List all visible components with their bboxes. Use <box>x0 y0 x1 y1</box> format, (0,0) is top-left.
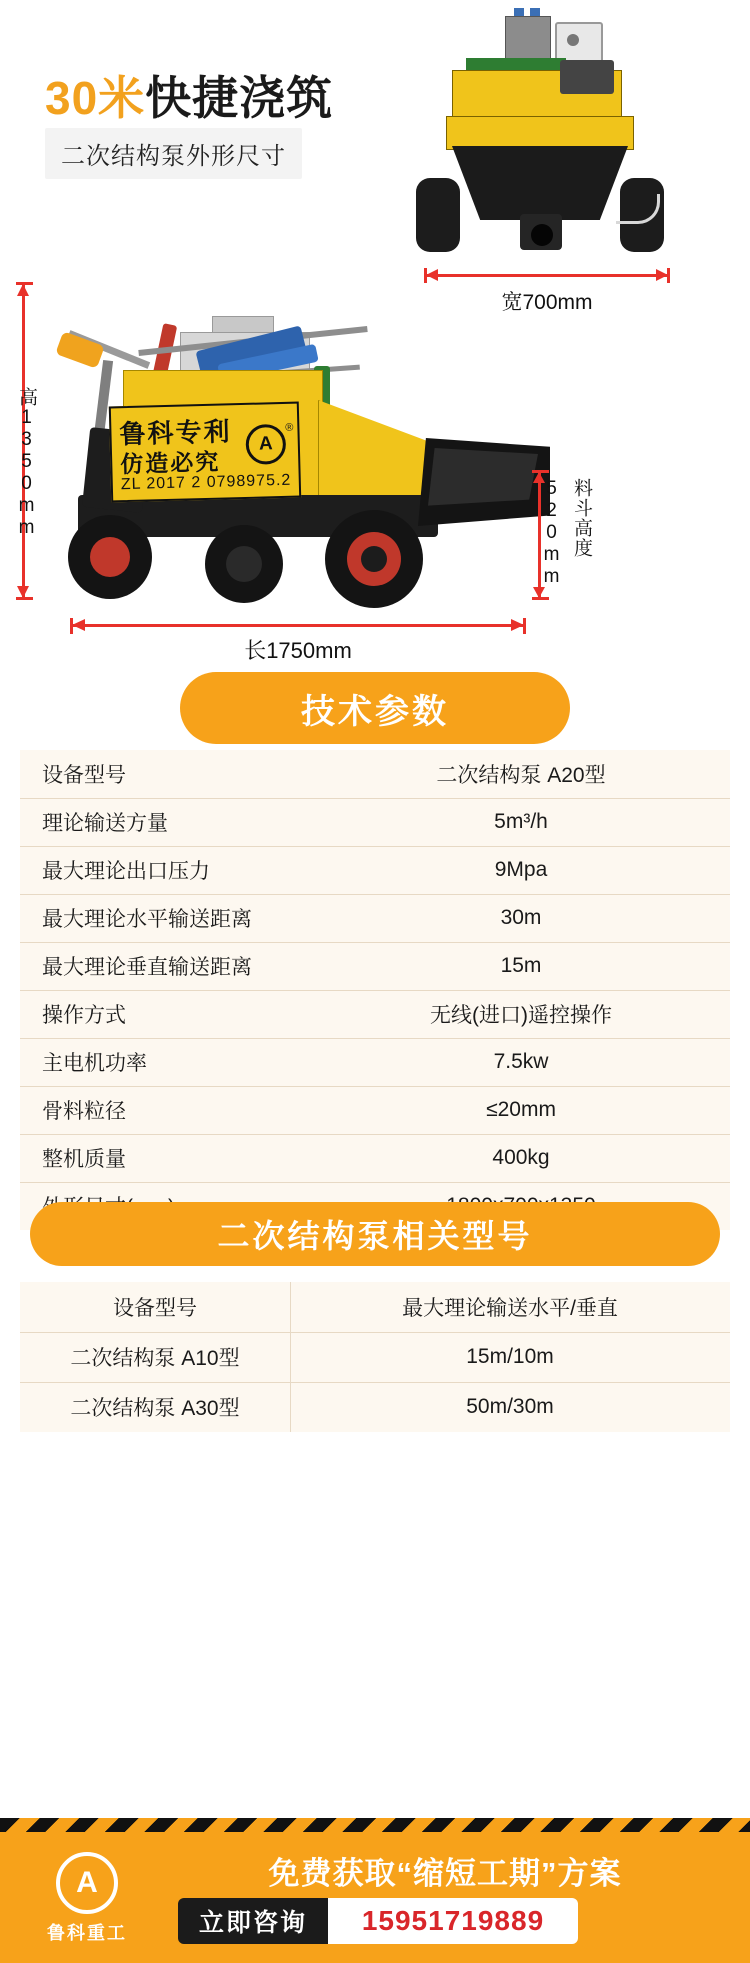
table-row <box>20 942 730 990</box>
phone-number[interactable]: 15951719889 <box>328 1898 578 1944</box>
models-header-value: 最大理论输送水平/垂直 <box>290 1282 730 1332</box>
spec-key: 整机质量 <box>20 1134 312 1182</box>
footer-cta-bar <box>0 1818 750 1963</box>
spec-value: 二次结构泵 A20型 <box>312 750 730 798</box>
dimension-height-arrow-bottom-icon <box>17 586 29 598</box>
spec-key: 操作方式 <box>20 990 312 1038</box>
side-handle-grip-icon <box>55 331 105 369</box>
side-wheel-rear-icon <box>68 515 152 599</box>
machine-front-view-image <box>410 8 740 268</box>
side-wheel-middle-hub-icon <box>226 546 262 582</box>
table-row <box>20 1038 730 1086</box>
front-engine-block-icon <box>560 60 614 94</box>
section-banner-tech-params: 技术参数 <box>180 672 570 744</box>
spec-table <box>20 750 730 1230</box>
side-wheel-front-icon <box>325 510 423 608</box>
models-value: 15m/10m <box>290 1332 730 1382</box>
models-key: 二次结构泵 A30型 <box>70 1397 240 1421</box>
spec-key: 最大理论垂直输送距离 <box>20 942 312 990</box>
dimension-height-arrow-top-icon <box>17 284 29 296</box>
section-banner-related-models: 二次结构泵相关型号 <box>30 1202 720 1266</box>
table-row <box>20 750 730 798</box>
footer-cta-row[interactable] <box>178 1898 578 1944</box>
dimension-height-label: 高1350mm <box>16 387 37 539</box>
dimension-length <box>70 618 526 662</box>
dimension-hopper-arrow-bottom-icon <box>533 587 545 598</box>
control-knob-icon <box>567 34 579 46</box>
side-yellow-nose-icon <box>318 400 438 500</box>
dimension-width-line <box>424 274 670 277</box>
page-title <box>45 62 333 128</box>
table-header-row <box>20 1282 730 1332</box>
table-row <box>20 990 730 1038</box>
decal-line-1: 鲁科专利 <box>119 416 232 450</box>
dimension-width-label: 宽700mm <box>501 291 593 314</box>
spec-value: 无线(进口)遥控操作 <box>312 990 730 1038</box>
side-hopper-inner-icon <box>428 448 538 508</box>
dimension-length-label: 长1750mm <box>244 638 352 663</box>
table-row <box>20 1332 730 1382</box>
table-row <box>20 798 730 846</box>
table-row <box>20 846 730 894</box>
spec-key: 最大理论水平输送距离 <box>20 894 312 942</box>
spec-value: 9Mpa <box>312 846 730 894</box>
dimension-height <box>16 282 56 600</box>
spec-value: 7.5kw <box>312 1038 730 1086</box>
front-hopper-icon <box>452 146 628 220</box>
decal-patent-number: ZL 2017 2 0798975.2 <box>120 471 292 494</box>
spec-value: 5m³/h <box>312 798 730 846</box>
spec-key: 骨料粒径 <box>20 1086 312 1134</box>
spec-table-body <box>20 750 730 1230</box>
spec-value: 30m <box>312 894 730 942</box>
table-row <box>20 1382 730 1432</box>
dimension-hopper-text-label: 料斗高度 <box>571 478 592 558</box>
table-row <box>20 1134 730 1182</box>
table-row <box>20 1086 730 1134</box>
page-title-accent: 30米 <box>45 72 146 124</box>
page-subtitle: 二次结构泵外形尺寸 <box>61 143 286 170</box>
brand-name: 鲁科重工 <box>47 1922 127 1943</box>
spec-key: 主电机功率 <box>20 1038 312 1086</box>
dimension-length-arrow-right-icon <box>511 619 524 631</box>
footer-headline: 免费获取“缩短工期”方案 <box>268 1856 622 1891</box>
models-key: 二次结构泵 A10型 <box>20 1332 290 1382</box>
footer-hazard-stripe <box>0 1818 750 1832</box>
spec-key: 设备型号 <box>20 750 312 798</box>
spec-key: 理论输送方量 <box>20 798 312 846</box>
spec-value: 15m <box>312 942 730 990</box>
decal-logo-icon: A <box>245 424 286 465</box>
page-subtitle-box <box>45 128 302 179</box>
dimension-length-arrow-left-icon <box>72 619 85 631</box>
dimension-hopper-number-label: 520mm <box>541 478 562 588</box>
side-wheel-rear-hub-icon <box>90 537 130 577</box>
decal-line-2: 仿造必究 <box>119 448 221 478</box>
models-table-body <box>20 1282 730 1432</box>
front-wheel-left-icon <box>416 178 460 252</box>
spec-key: 最大理论出口压力 <box>20 846 312 894</box>
side-wheel-middle-icon <box>205 525 283 603</box>
brand-logo-icon: A <box>56 1852 118 1914</box>
spec-value: 400kg <box>312 1134 730 1182</box>
decal-registered-mark: ® <box>285 421 294 434</box>
spec-value: ≤20mm <box>312 1086 730 1134</box>
patent-decal <box>109 402 301 503</box>
page-title-rest: 快捷浇筑 <box>145 72 334 124</box>
table-row <box>20 894 730 942</box>
consult-now-button[interactable]: 立即咨询 <box>178 1898 328 1944</box>
front-outlet-opening-icon <box>531 224 553 246</box>
front-lower-yellow-body-icon <box>446 116 634 150</box>
dimension-length-line <box>70 624 526 627</box>
models-value: 50m/30m <box>466 1395 554 1419</box>
models-header-key: 设备型号 <box>20 1282 290 1332</box>
footer-brand <box>22 1846 152 1950</box>
side-wheel-front-center-icon <box>361 546 387 572</box>
models-table <box>20 1282 730 1432</box>
